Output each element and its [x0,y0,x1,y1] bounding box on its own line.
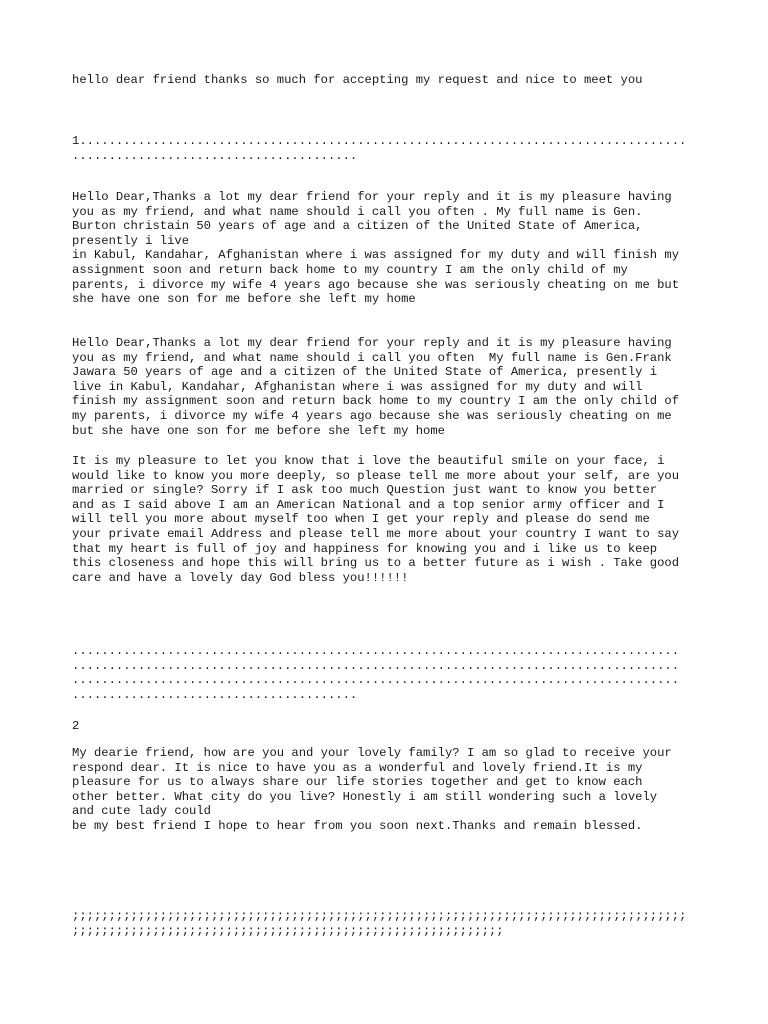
message-paragraph-4: My dearie friend, how are you and your lovely family? I am so glad to receive your respond dear. It is nice to have you as a wonderful and lovely friend.It is my pleasure for us to always share our life stories together and get to know each other better. What city do you live? Honestly i am still wondering such a lovely and cute lady could be my best friend I hope to hear from you soon next.Thanks and remain blessed. [72,746,672,833]
message-paragraph-1: Hello Dear,Thanks a lot my dear friend for your reply and it is my pleasure having you as my friend, and what name should i call you often . My full name is Gen. Burton christain 50 years of age and a citizen of the United State of America, presently i live in Kabul, Kandahar, Afghanistan where i was assigned for my duty and will finish my assignment soon and return back home to my country I am the only child of my parents, i divorce my wife 4 years ago because she was seriously cheating on me but she have one son for me before she left my home [72,190,680,307]
dotted-separator: ................................................................................... ................................................................................... ................................................................................... ....................................... [72,644,680,702]
greeting-line: hello dear friend thanks so much for accepting my request and nice to meet you [72,73,643,87]
semicolon-separator: ;;;;;;;;;;;;;;;;;;;;;;;;;;;;;;;;;;;;;;;;;;;;;;;;;;;;;;;;;;;;;;;;;;;;;;;;;;;;;;;;;;;; ;;;;;;;;;;;;;;;;;;;;;;;;;;;;;;;;;;;;;;;;;;;;;;;;;;;;;;;;;;; [72,909,687,938]
section-marker-2: 2 [72,719,80,733]
section-marker-1: 1................................................................................... ....................................... [72,134,687,163]
message-paragraph-3: It is my pleasure to let you know that i love the beautiful smile on your face, i would like to know you more deeply, so please tell me more about your self, are you married or single? Sorry if I ask too much Question just want to know you better and as I said above I am an American National and a top senior army officer and I will tell you more about myself too when I get your reply and please do send me your private email Address and please tell me more about your country I want to say that my heart is full of joy and happiness for knowing you and i like us to keep this closeness and hope this will bring us to a better future as i wish . Take good care and have a lovely day God bless you!!!!!! [72,454,680,585]
document-page [72,0,712,1024]
message-paragraph-2: Hello Dear,Thanks a lot my dear friend for your reply and it is my pleasure having you as my friend, and what name should i call you often My full name is Gen.Frank Jawara 50 years of age and a citizen of the United State of America, presently i live in Kabul, Kandahar, Afghanistan where i was assigned for my duty and will finish my assignment soon and return back home to my country I am the only child of my parents, i divorce my wife 4 years ago because she was seriously cheating on me but she have one son for me before she left my home [72,336,680,438]
